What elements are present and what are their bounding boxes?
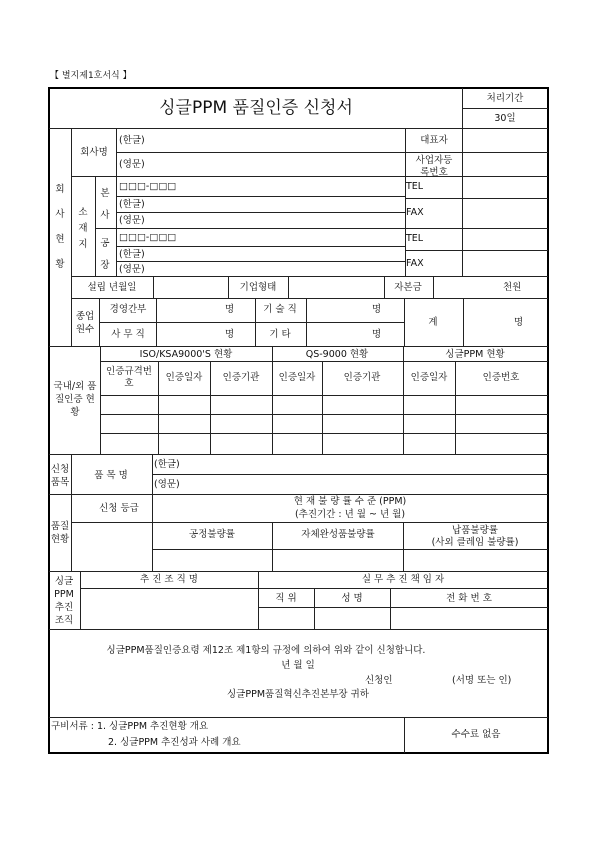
page-title: 싱글PPM 품질인증 신청서	[159, 98, 353, 118]
line	[71, 522, 548, 523]
text: 회	[55, 184, 65, 195]
line	[71, 454, 72, 571]
line	[71, 128, 72, 346]
self-defect-label: 자체완성품불량률	[301, 529, 375, 540]
declaration-date[interactable]: 년 월 일	[281, 660, 315, 671]
line	[322, 361, 323, 454]
factory-fax-label: FAX	[406, 258, 424, 269]
line	[390, 588, 391, 629]
text: 재	[78, 223, 88, 234]
col-date-1: 인증일자	[165, 372, 203, 383]
form-tag: 【 별지제1호서식 】	[50, 71, 132, 81]
line	[228, 276, 229, 298]
office-unit: 명	[225, 329, 235, 340]
line	[116, 246, 405, 247]
line	[71, 176, 548, 177]
claim-defect-label: (사외 클레임 불량률)	[431, 537, 519, 548]
line	[152, 474, 548, 475]
item-section-label: 신청품목	[50, 464, 70, 488]
recipient-label: 싱글PPM품질혁신추진본부장 귀하	[227, 689, 369, 700]
hq-label	[99, 186, 111, 224]
signature-field[interactable]: (서명 또는 인)	[452, 675, 512, 686]
name-label: 성 명	[341, 593, 363, 604]
text: 소	[78, 207, 88, 218]
line	[463, 298, 464, 346]
line	[49, 454, 548, 455]
factory-label	[99, 236, 111, 274]
single-ppm-header: 싱글PPM 현황	[445, 349, 505, 360]
line	[71, 298, 548, 299]
line	[71, 276, 548, 277]
line	[433, 276, 434, 298]
line	[116, 261, 405, 262]
line	[152, 494, 153, 522]
technical-unit: 명	[372, 304, 382, 315]
documents-label: 구비서류 : 1. 싱글PPM 추진현황 개요	[51, 721, 209, 732]
line	[405, 198, 548, 199]
col-date-3: 인증일자	[410, 372, 448, 383]
company-name-label: 회사명	[80, 147, 108, 158]
declaration-statement: 싱글PPM품질인증요령 제12조 제1항의 규정에 의하여 위와 같이 신청합니다.	[106, 645, 426, 656]
line	[152, 522, 153, 571]
company-name-english[interactable]: (영문)	[119, 159, 145, 170]
processing-label: 처리기간	[486, 93, 524, 104]
border-left	[48, 87, 50, 754]
line	[384, 276, 385, 298]
line	[403, 346, 404, 454]
org-section-label: 싱글PPM추진조직	[54, 576, 74, 626]
border-right	[547, 87, 549, 754]
line	[100, 346, 101, 454]
fee-label: 수수료 없음	[451, 729, 501, 740]
employees-label: 종업원수	[75, 311, 95, 335]
factory-address-english[interactable]: (영문)	[119, 264, 145, 275]
line	[100, 433, 548, 434]
capital-label: 자본금	[394, 282, 422, 293]
line	[49, 346, 548, 347]
process-defect-label: 공정불량률	[189, 529, 235, 540]
founded-label: 설립 년월일	[87, 282, 137, 293]
hq-address-korean[interactable]: (한글)	[119, 199, 145, 210]
text: 사	[55, 209, 65, 220]
current-level-label: 현 재 불 량 률 수 준 (PPM)	[293, 496, 407, 507]
line	[116, 212, 405, 213]
line	[153, 276, 154, 298]
line	[272, 346, 273, 454]
delivery-defect-label: 납품불량률	[452, 525, 498, 536]
item-name-label: 품 목 명	[94, 470, 128, 481]
item-name-korean[interactable]: (한글)	[154, 459, 180, 470]
phone-label: 전 화 번 호	[446, 593, 492, 604]
other-label: 기 타	[269, 329, 291, 340]
managers-label: 경영간부	[109, 304, 147, 315]
line	[152, 549, 548, 550]
line	[80, 571, 81, 629]
hq-address-english[interactable]: (영문)	[119, 215, 145, 226]
line	[210, 361, 211, 454]
rank-label: 직 위	[275, 593, 297, 604]
technical-label: 기 술 직	[263, 304, 297, 315]
line	[272, 522, 273, 571]
documents-item-2: 2. 싱글PPM 추진성과 사례 개요	[108, 737, 241, 748]
line	[403, 522, 404, 571]
applicant-label: 신청인	[365, 675, 393, 686]
element	[54, 223, 66, 232]
managers-unit: 명	[225, 304, 235, 315]
certification-section-label: 국내/외 품질인증 현 황	[53, 381, 97, 418]
col-date-2: 인증일자	[278, 372, 316, 383]
line	[404, 717, 405, 753]
qs-header: QS-9000 현황	[305, 349, 369, 360]
line	[95, 228, 548, 229]
line	[462, 108, 548, 109]
line	[405, 128, 406, 276]
line	[158, 361, 159, 454]
line	[404, 298, 405, 346]
line	[405, 250, 548, 251]
col-org-2: 인증기관	[343, 372, 381, 383]
total-unit: 명	[514, 317, 524, 328]
processing-value: 30일	[494, 113, 516, 124]
period-label: (추진기간 : 년 월 ~ 년 월)	[294, 509, 406, 520]
hq-fax-label: FAX	[406, 207, 424, 218]
other-unit: 명	[372, 329, 382, 340]
line	[100, 414, 548, 415]
line	[288, 276, 289, 298]
col-standard: 인증규격번호	[106, 366, 152, 389]
total-label: 계	[428, 317, 438, 328]
biz-reg-label: 사업자등록번호	[415, 155, 453, 178]
factory-tel-label: TEL	[406, 233, 424, 244]
hq-tel-label: TEL	[406, 181, 424, 192]
line	[116, 152, 548, 153]
border-bottom	[48, 752, 549, 754]
text: 지	[78, 239, 88, 250]
office-label: 사 무 직	[111, 329, 145, 340]
grade-label: 신청 등급	[99, 503, 139, 514]
line	[100, 361, 548, 362]
border-top	[48, 87, 549, 89]
line	[258, 571, 259, 629]
line	[462, 128, 463, 276]
company-name-korean[interactable]: (한글)	[119, 135, 145, 146]
col-number: 인증번호	[482, 372, 520, 383]
company-type-label: 기업형태	[239, 282, 277, 293]
text: 현	[55, 234, 65, 245]
item-name-english[interactable]: (영문)	[154, 479, 180, 490]
iso-header: ISO/KSA9000'S 현황	[139, 349, 233, 360]
line	[99, 322, 404, 323]
line	[100, 395, 548, 396]
line	[49, 629, 548, 630]
line	[258, 607, 548, 608]
line	[314, 588, 315, 629]
element	[54, 198, 66, 207]
capital-unit: 천원	[503, 282, 522, 293]
text: 사	[100, 210, 110, 221]
factory-address-korean[interactable]: (한글)	[119, 249, 145, 260]
line	[455, 361, 456, 454]
org-name-label: 추 진 조 직 명	[140, 574, 198, 585]
text: 황	[55, 259, 65, 270]
hq-postcode[interactable]: □□□-□□□	[119, 181, 177, 192]
practical-head-label: 실 무 추 진 책 임 자	[361, 574, 445, 585]
element	[54, 248, 66, 257]
line	[49, 571, 548, 572]
text: 공	[100, 238, 110, 249]
factory-postcode[interactable]: □□□-□□□	[119, 232, 177, 243]
line	[49, 717, 548, 718]
quality-section-label: 품질현황	[50, 521, 70, 545]
line	[49, 494, 548, 495]
line	[95, 176, 96, 276]
col-org-1: 인증기관	[222, 372, 260, 383]
line	[49, 128, 548, 129]
company-section-label	[54, 182, 66, 273]
text: 본	[100, 188, 110, 199]
location-label	[77, 205, 89, 253]
ceo-label: 대표자	[420, 135, 448, 146]
text: 장	[100, 260, 110, 271]
line	[116, 196, 405, 197]
